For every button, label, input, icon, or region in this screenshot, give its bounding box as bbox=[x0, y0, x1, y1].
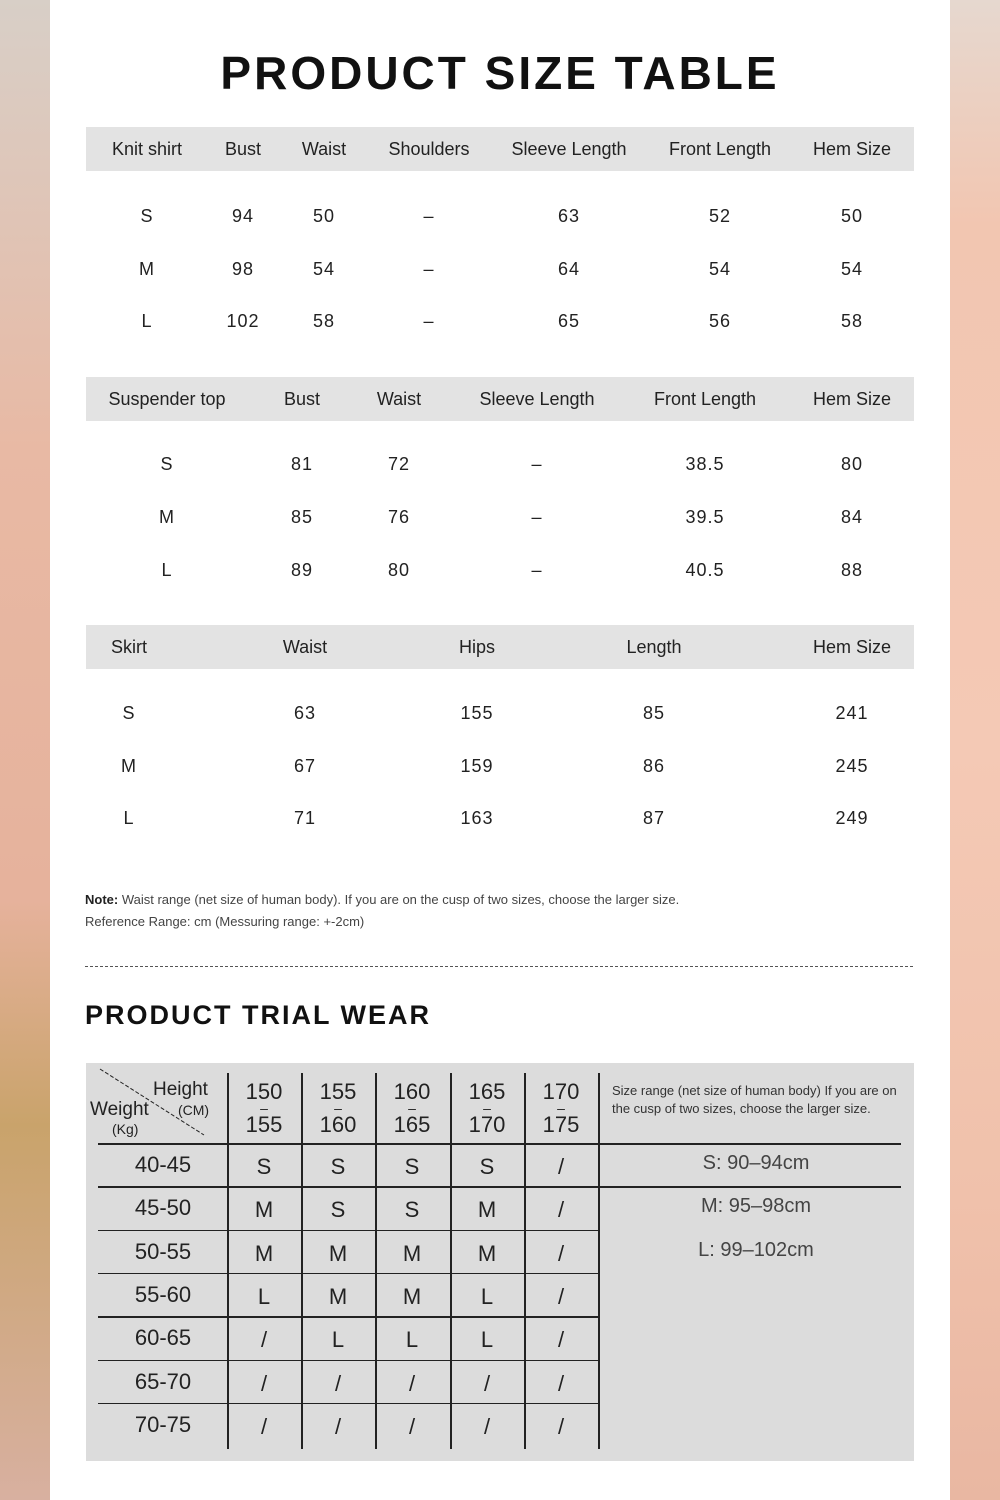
size-label: M bbox=[159, 507, 175, 527]
recommended-size-cell: M bbox=[402, 1240, 422, 1266]
table-cell: 39.5 bbox=[685, 507, 725, 527]
background-photo-left bbox=[0, 0, 50, 1500]
table-cell: 50 bbox=[840, 206, 864, 226]
column-header: Hem Size bbox=[812, 139, 892, 159]
height-range-header: 155 – 160 bbox=[319, 1079, 357, 1137]
table-cell: 163 bbox=[460, 808, 494, 828]
size-label: S bbox=[122, 703, 136, 723]
recommended-size-cell: / bbox=[557, 1327, 565, 1353]
recommended-size-cell: / bbox=[557, 1154, 565, 1179]
column-header: Suspender top bbox=[108, 389, 226, 409]
grid-row-line bbox=[98, 1186, 598, 1188]
recommended-size-cell: / bbox=[334, 1413, 342, 1439]
grid-column-line bbox=[524, 1073, 526, 1449]
weight-range-label: 50-55 bbox=[134, 1238, 192, 1264]
grid-row-line bbox=[98, 1273, 598, 1275]
table-cell: 56 bbox=[708, 311, 732, 331]
height-range-header: 160 – 165 bbox=[393, 1079, 431, 1137]
recommended-size-cell: S bbox=[330, 1197, 346, 1223]
grid-row-line bbox=[98, 1316, 598, 1318]
table-cell: – bbox=[531, 454, 543, 474]
note-label: Note: bbox=[85, 892, 119, 907]
corner-height-label: Height bbox=[153, 1079, 208, 1100]
recommended-size-cell: S bbox=[479, 1154, 495, 1179]
column-header: Bust bbox=[224, 139, 262, 159]
recommended-size-cell: S bbox=[404, 1154, 420, 1179]
table-cell: 58 bbox=[312, 311, 336, 331]
table-cell: 84 bbox=[840, 507, 864, 527]
table-cell: – bbox=[423, 311, 435, 331]
suspender-top-size-table bbox=[86, 377, 914, 597]
recommended-size-cell: / bbox=[334, 1370, 342, 1396]
recommended-size-cell: M bbox=[477, 1240, 497, 1266]
table-cell: 72 bbox=[387, 454, 411, 474]
recommended-size-cell: M bbox=[254, 1197, 274, 1223]
table-cell: – bbox=[423, 206, 435, 226]
table-cell: 54 bbox=[708, 259, 732, 279]
table-cell: 85 bbox=[290, 507, 314, 527]
table-header bbox=[86, 625, 914, 669]
recommended-size-cell: S bbox=[330, 1154, 346, 1179]
height-range-header: 150 – 155 bbox=[245, 1079, 283, 1137]
grid-row-line bbox=[98, 1143, 598, 1145]
table-cell: 58 bbox=[840, 311, 864, 331]
note-line-2: Reference Range: cm (Messuring range: +-2cm) bbox=[85, 914, 365, 929]
recommended-size-cell: L bbox=[405, 1327, 419, 1353]
table-cell: 54 bbox=[312, 259, 336, 279]
grid-row-line bbox=[599, 1143, 901, 1145]
recommended-size-cell: / bbox=[408, 1370, 416, 1396]
grid-column-line bbox=[598, 1073, 600, 1449]
table-cell: 249 bbox=[835, 808, 869, 828]
size-label: S bbox=[140, 206, 154, 226]
recommended-size-cell: M bbox=[402, 1283, 422, 1309]
column-header: Bust bbox=[283, 389, 321, 409]
table-cell: 86 bbox=[642, 756, 666, 776]
corner-weight-unit: (Kg) bbox=[112, 1121, 139, 1137]
table-cell: 102 bbox=[226, 311, 260, 331]
grid-column-line bbox=[227, 1073, 229, 1449]
recommended-size-cell: M bbox=[328, 1283, 348, 1309]
table-cell: 89 bbox=[290, 560, 314, 580]
size-label: L bbox=[141, 311, 153, 331]
column-header: Shoulders bbox=[388, 139, 470, 159]
column-header: Skirt bbox=[111, 637, 147, 657]
recommended-size-cell: / bbox=[557, 1197, 565, 1223]
recommended-size-cell: / bbox=[483, 1370, 491, 1396]
size-range-note: Size range (net size of human body) If you are on the cusp of two sizes, choose the larger size. bbox=[612, 1083, 897, 1116]
grid-row-line bbox=[98, 1360, 598, 1362]
table-cell: 67 bbox=[293, 756, 317, 776]
column-header: Sleeve Length bbox=[479, 389, 595, 409]
recommended-size-cell: M bbox=[328, 1240, 348, 1266]
grid-column-line bbox=[450, 1073, 452, 1449]
recommended-size-cell: L bbox=[257, 1283, 271, 1309]
table-cell: 38.5 bbox=[685, 454, 725, 474]
table-cell: 65 bbox=[557, 311, 581, 331]
column-header: Knit shirt bbox=[111, 139, 183, 159]
table-cell: – bbox=[531, 560, 543, 580]
page-title: PRODUCT SIZE TABLE bbox=[220, 47, 780, 99]
table-cell: 94 bbox=[231, 206, 255, 226]
grid-row-line bbox=[599, 1186, 901, 1188]
table-cell: 64 bbox=[557, 259, 581, 279]
table-cell: 63 bbox=[557, 206, 581, 226]
skirt-size-table bbox=[86, 625, 914, 845]
grid-column-line bbox=[301, 1073, 303, 1449]
size-label: L bbox=[123, 808, 135, 828]
bust-size-range: M: 95–98cm bbox=[700, 1195, 812, 1218]
weight-range-label: 45-50 bbox=[134, 1195, 192, 1221]
table-cell: 159 bbox=[460, 756, 494, 776]
weight-range-label: 60-65 bbox=[134, 1325, 192, 1351]
recommended-size-cell: / bbox=[260, 1413, 268, 1439]
grid-row-line bbox=[98, 1403, 598, 1405]
table-cell: 87 bbox=[642, 808, 666, 828]
size-label: S bbox=[160, 454, 174, 474]
recommended-size-cell: S bbox=[256, 1154, 272, 1179]
height-range-header: 165 – 170 bbox=[468, 1079, 506, 1137]
recommended-size-cell: S bbox=[404, 1197, 420, 1223]
table-cell: 245 bbox=[835, 756, 869, 776]
corner-weight-label: Weight bbox=[90, 1099, 149, 1120]
note-line-1 bbox=[85, 892, 679, 907]
recommended-size-cell: / bbox=[557, 1283, 565, 1309]
table-cell: 85 bbox=[642, 703, 666, 723]
knit-shirt-size-table bbox=[86, 127, 914, 347]
recommended-size-cell: / bbox=[260, 1327, 268, 1353]
recommended-size-cell: L bbox=[480, 1327, 494, 1353]
table-cell: 81 bbox=[290, 454, 314, 474]
column-header: Hem Size bbox=[812, 389, 892, 409]
column-header: Hem Size bbox=[812, 637, 892, 657]
recommended-size-cell: M bbox=[477, 1197, 497, 1223]
table-cell: 241 bbox=[835, 703, 869, 723]
size-label: M bbox=[121, 756, 137, 776]
recommended-size-cell: / bbox=[260, 1370, 268, 1396]
corner-height-unit: (CM) bbox=[178, 1102, 210, 1118]
recommended-size-cell: / bbox=[557, 1240, 565, 1266]
column-header: Sleeve Length bbox=[511, 139, 627, 159]
table-cell: 71 bbox=[293, 808, 317, 828]
table-cell: 155 bbox=[460, 703, 494, 723]
table-cell: 63 bbox=[293, 703, 317, 723]
trial-wear-table bbox=[86, 1063, 914, 1461]
recommended-size-cell: / bbox=[557, 1370, 565, 1396]
table-cell: 76 bbox=[387, 507, 411, 527]
size-label: L bbox=[161, 560, 173, 580]
column-header: Front Length bbox=[653, 389, 757, 409]
weight-range-label: 65-70 bbox=[134, 1368, 192, 1394]
weight-range-label: 70-75 bbox=[134, 1411, 192, 1437]
recommended-size-cell: L bbox=[331, 1327, 345, 1353]
column-header: Front Length bbox=[668, 139, 772, 159]
column-header: Hips bbox=[458, 637, 496, 657]
table-cell: 52 bbox=[708, 206, 732, 226]
column-header: Waist bbox=[282, 637, 328, 657]
recommended-size-cell: L bbox=[480, 1283, 494, 1309]
table-cell: 88 bbox=[840, 560, 864, 580]
table-cell: 54 bbox=[840, 259, 864, 279]
table-cell: 80 bbox=[840, 454, 864, 474]
table-cell: – bbox=[423, 259, 435, 279]
table-cell: 98 bbox=[231, 259, 255, 279]
note-text: Waist range (net size of human body). If you are on the cusp of two sizes, choose the larger size. bbox=[121, 892, 680, 907]
recommended-size-cell: / bbox=[408, 1413, 416, 1439]
size-label: M bbox=[139, 259, 155, 279]
column-header: Waist bbox=[376, 389, 422, 409]
height-range-header: 170 – 175 bbox=[542, 1079, 580, 1137]
bust-size-range: S: 90–94cm bbox=[702, 1152, 810, 1174]
recommended-size-cell: / bbox=[557, 1413, 565, 1439]
table-header bbox=[86, 127, 914, 171]
column-header: Length bbox=[626, 637, 682, 657]
bust-size-range: L: 99–102cm bbox=[698, 1238, 814, 1261]
grid-row-line bbox=[98, 1230, 598, 1232]
trial-wear-title: PRODUCT TRIAL WEAR bbox=[85, 1000, 431, 1030]
column-header: Waist bbox=[301, 139, 347, 159]
table-cell: 50 bbox=[312, 206, 336, 226]
table-cell: 80 bbox=[387, 560, 411, 580]
weight-range-label: 40-45 bbox=[134, 1152, 192, 1177]
table-cell: – bbox=[531, 507, 543, 527]
table-cell: 40.5 bbox=[685, 560, 725, 580]
recommended-size-cell: / bbox=[483, 1413, 491, 1439]
weight-range-label: 55-60 bbox=[134, 1281, 192, 1307]
section-divider bbox=[85, 966, 913, 967]
recommended-size-cell: M bbox=[254, 1240, 274, 1266]
grid-column-line bbox=[375, 1073, 377, 1449]
background-photo-right bbox=[950, 0, 1000, 1500]
